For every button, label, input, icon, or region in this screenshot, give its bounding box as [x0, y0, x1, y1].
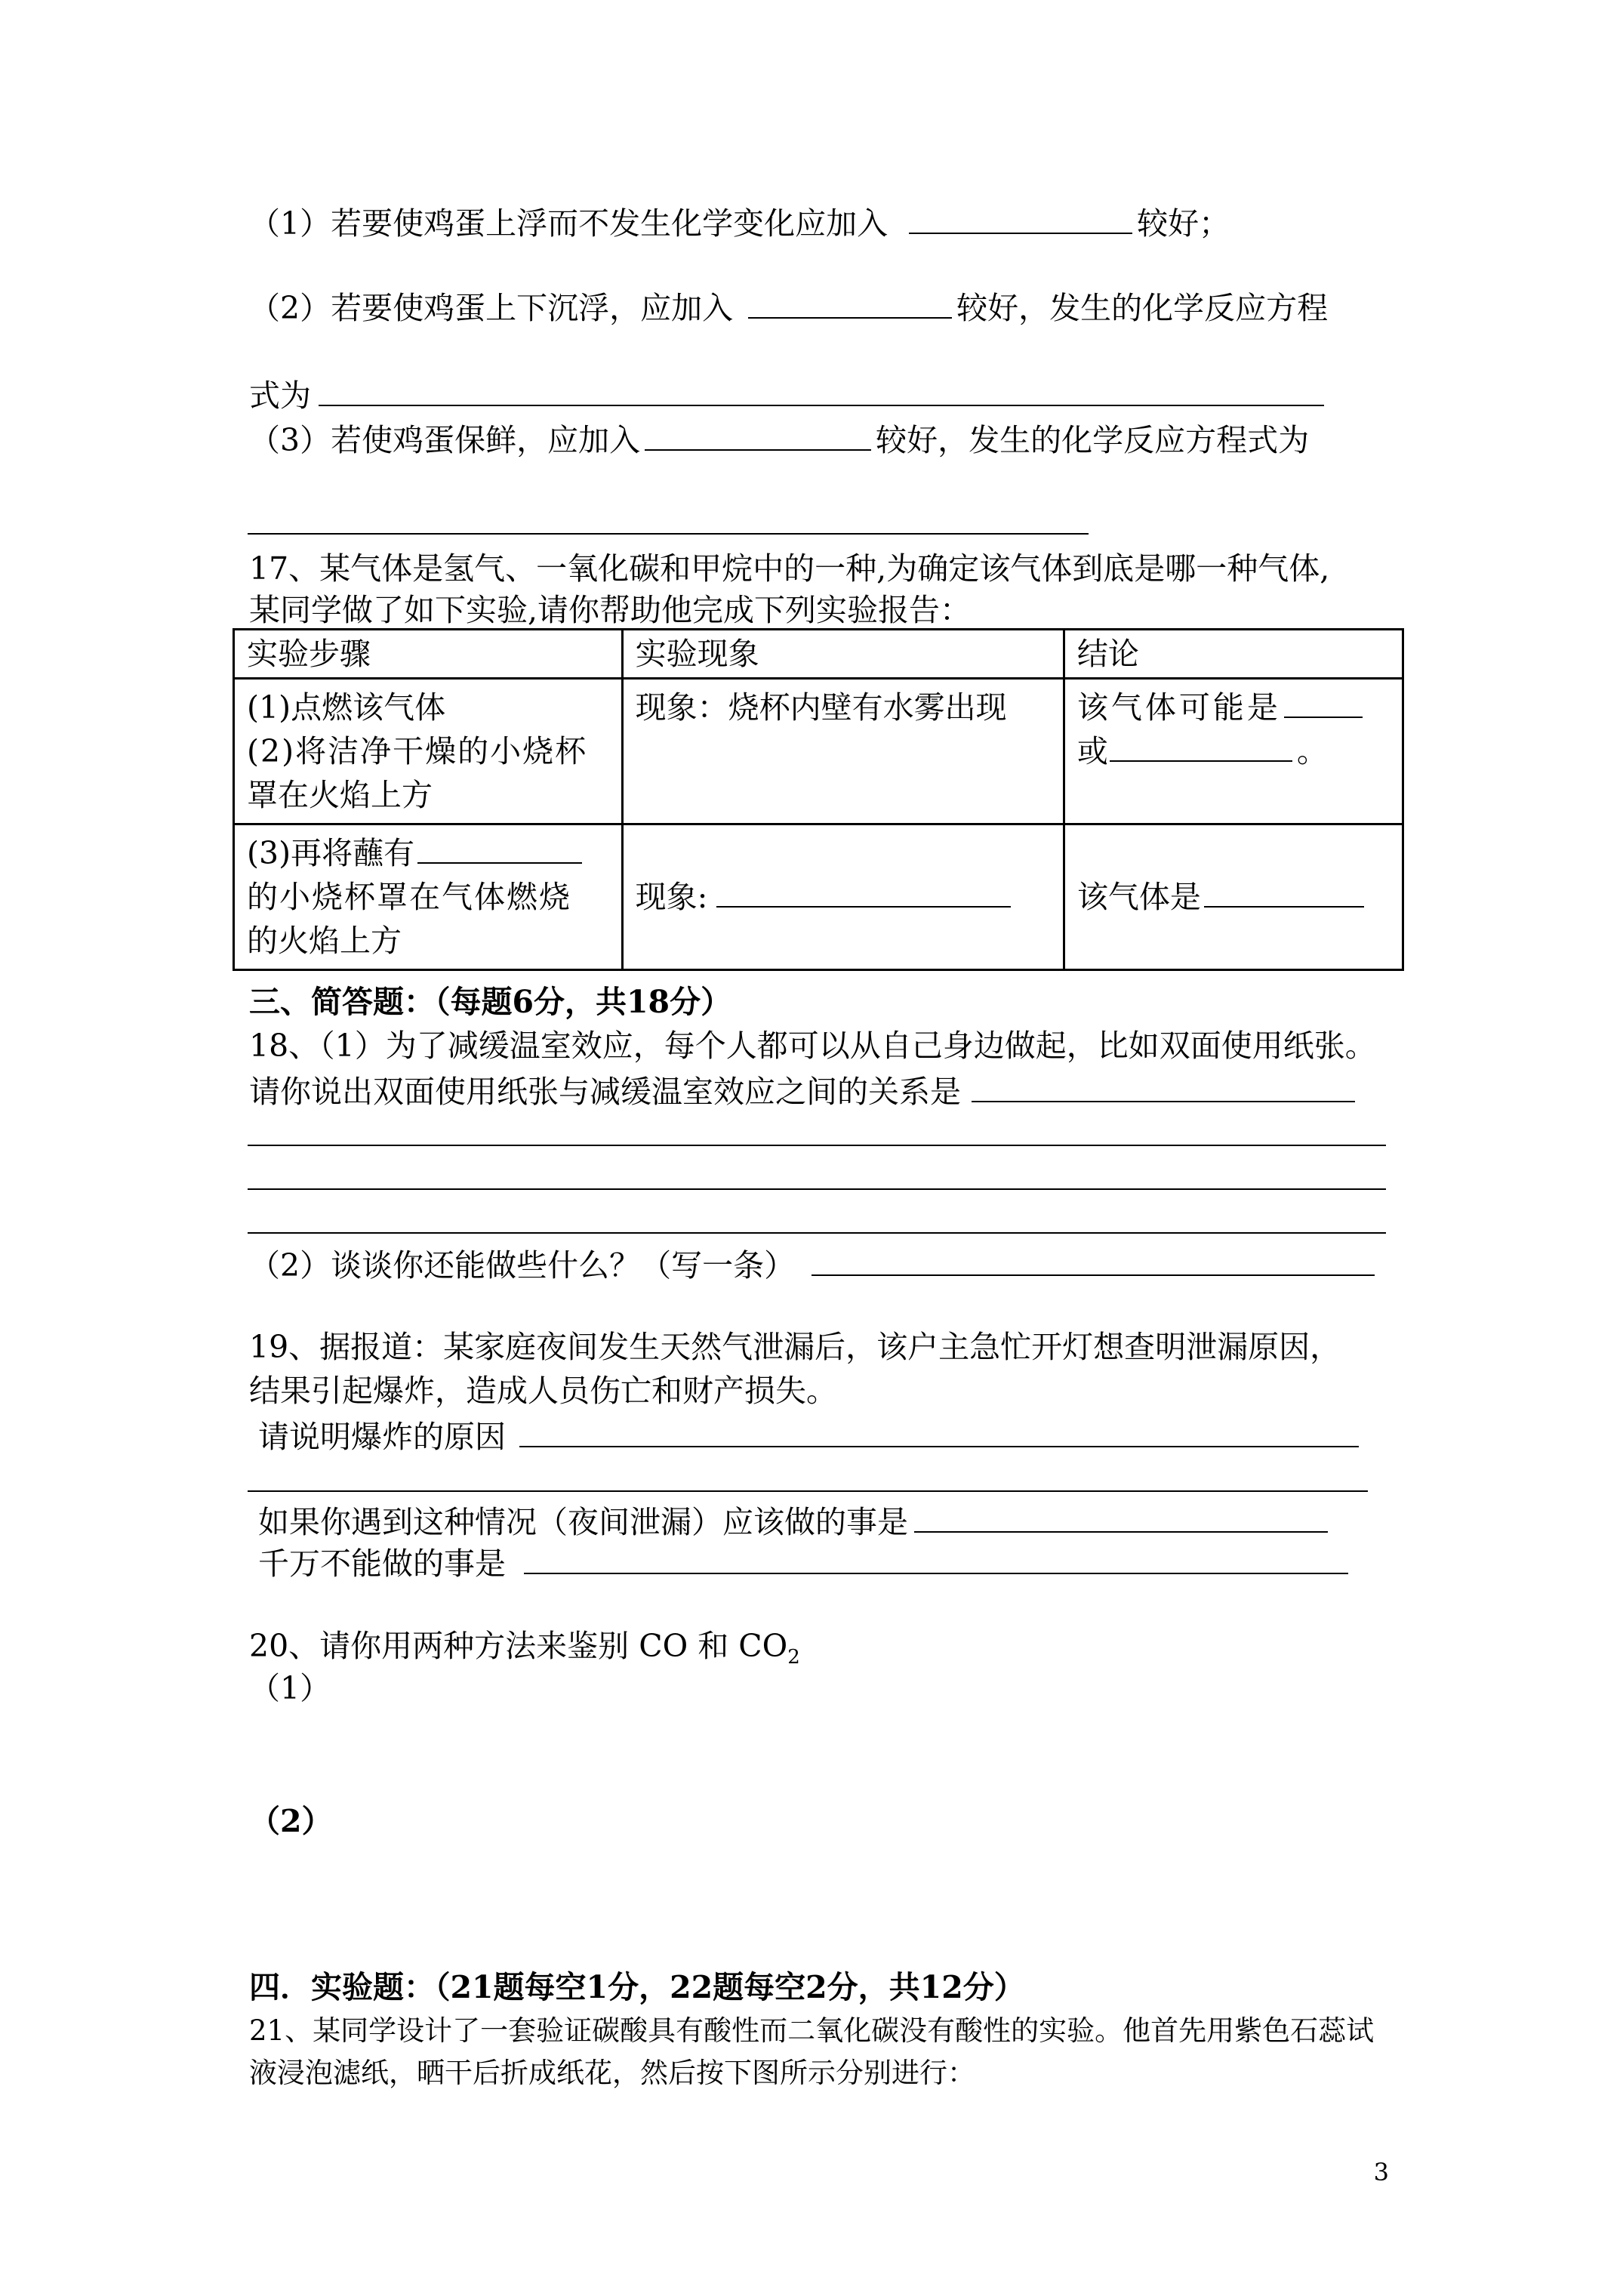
answer-blank[interactable]	[914, 1502, 1328, 1533]
q20-title	[249, 1628, 800, 1669]
phenomenon-text: 现象：烧杯内壁有水雾出现	[635, 689, 1007, 726]
q16-part1-tail: 较好；	[1137, 205, 1230, 242]
q18-part2-text: （2）谈谈你还能做些什么？（写一条）	[249, 1247, 796, 1284]
conclusion-text: 该气体是	[1076, 879, 1201, 915]
q19-reason	[258, 1417, 1363, 1453]
answer-blank[interactable]	[972, 1072, 1355, 1102]
header-step: 实验步骤	[234, 630, 623, 679]
q16-part2-text: （2）若要使鸡蛋上下沉浮，应加入	[249, 290, 734, 326]
q18-line1: 18、（1）为了减缓温室效应，每个人都可以从自己身边做起，比如双面使用纸张。	[249, 1028, 1376, 1064]
conclusion-cell	[1064, 824, 1403, 970]
answer-blank[interactable]	[1284, 688, 1363, 718]
step-text: 的小烧杯罩在气体燃烧	[247, 879, 571, 915]
answer-line[interactable]	[248, 1145, 1386, 1146]
q19-should-text: 如果你遇到这种情况（夜间泄漏）应该做的事是	[258, 1504, 908, 1540]
q17-line2: 某同学做了如下实验,请你帮助他完成下列实验报告：	[249, 592, 972, 628]
q21-line1: 21、某同学设计了一套验证碳酸具有酸性而二氧化碳没有酸性的实验。他首先用紫色石蕊试	[249, 2014, 1375, 2047]
q21-line2: 液浸泡滤纸，晒干后折成纸花，然后按下图所示分别进行：	[249, 2057, 975, 2089]
table-row	[234, 824, 1403, 970]
subscript-2: 2	[787, 1646, 800, 1669]
q18-line2-text: 请你说出双面使用纸张与减缓温室效应之间的关系是	[249, 1074, 961, 1110]
q16-part2-tail: 较好，发生的化学反应方程	[956, 290, 1329, 326]
page-number: 3	[1373, 2158, 1389, 2187]
answer-blank[interactable]	[812, 1246, 1375, 1276]
answer-blank[interactable]	[519, 1417, 1359, 1447]
step-text: 罩在火焰上方	[247, 777, 433, 813]
answer-blank[interactable]	[645, 421, 871, 451]
q16-part3-tail: 较好，发生的化学反应方程式为	[876, 422, 1310, 458]
q16-part2-cont-text: 式为	[249, 378, 311, 414]
conclusion-cell	[1064, 679, 1403, 824]
answer-blank[interactable]	[909, 204, 1132, 234]
answer-blank[interactable]	[1110, 732, 1292, 762]
q19-line1: 19、据报道：某家庭夜间发生天然气泄漏后，该户主急忙开灯想查明泄漏原因，	[249, 1329, 1341, 1365]
conclusion-or: 或	[1076, 733, 1108, 769]
answer-blank[interactable]	[417, 834, 582, 864]
answer-line[interactable]	[248, 1490, 1368, 1492]
q16-part1-text: （1）若要使鸡蛋上浮而不发生化学变化应加入	[249, 205, 888, 242]
step-text: (3)再将蘸有	[247, 835, 415, 871]
table-header-row	[234, 630, 1403, 679]
q16-part1	[249, 204, 1230, 242]
q16-part2	[249, 288, 1328, 324]
step-text: (1)点燃该气体	[247, 689, 446, 726]
answer-blank[interactable]	[1204, 877, 1364, 908]
q20-title-text: 20、请你用两种方法来鉴别 CO 和 CO	[249, 1628, 788, 1664]
conclusion-text: 该气体可能是	[1076, 689, 1281, 726]
q16-part2-cont	[249, 376, 1329, 414]
q16-part3-text: （3）若使鸡蛋保鲜，应加入	[249, 422, 641, 458]
answer-blank[interactable]	[524, 1544, 1348, 1574]
answer-blank[interactable]	[716, 877, 1011, 908]
section4-title: 四．实验题：（21题每空1分，22题每空2分，共12分）	[249, 1969, 1025, 2005]
step-text: (2)将洁净干燥的小烧杯	[247, 733, 588, 769]
q18-line2	[249, 1072, 1360, 1108]
q19-line2: 结果引起爆炸，造成人员伤亡和财产损失。	[249, 1373, 837, 1409]
q18-part2	[249, 1246, 1379, 1284]
phenomenon-cell	[622, 824, 1064, 970]
step-cell	[234, 679, 623, 824]
q16-part3	[249, 421, 1309, 456]
phenomenon-text: 现象:	[635, 879, 708, 915]
conclusion-end: 。	[1296, 733, 1328, 769]
q20-p1: （1）	[249, 1670, 331, 1706]
q19-shouldnt	[258, 1544, 1353, 1582]
q19-shouldnt-text: 千万不能做的事是	[258, 1546, 506, 1582]
answer-line[interactable]	[248, 533, 1089, 535]
step-cell	[234, 824, 623, 970]
answer-line[interactable]	[248, 1232, 1386, 1234]
header-phenomenon: 实验现象	[622, 630, 1064, 679]
q19-reason-text: 请说明爆炸的原因	[258, 1419, 506, 1455]
step-text: 的火焰上方	[247, 923, 402, 959]
answer-blank[interactable]	[748, 288, 952, 319]
experiment-table	[233, 628, 1404, 971]
q20-p2: （2）	[249, 1803, 333, 1839]
answer-line[interactable]	[248, 1188, 1386, 1190]
phenomenon-cell	[622, 679, 1064, 824]
answer-blank[interactable]	[319, 376, 1324, 406]
header-conclusion: 结论	[1064, 630, 1403, 679]
table-row	[234, 679, 1403, 824]
q19-should	[258, 1502, 1332, 1538]
section3-title: 三、简答题：（每题6分，共18分）	[249, 984, 732, 1020]
q17-line1: 17、某气体是氢气、一氧化碳和甲烷中的一种,为确定该气体到底是哪一种气体,	[249, 550, 1330, 587]
